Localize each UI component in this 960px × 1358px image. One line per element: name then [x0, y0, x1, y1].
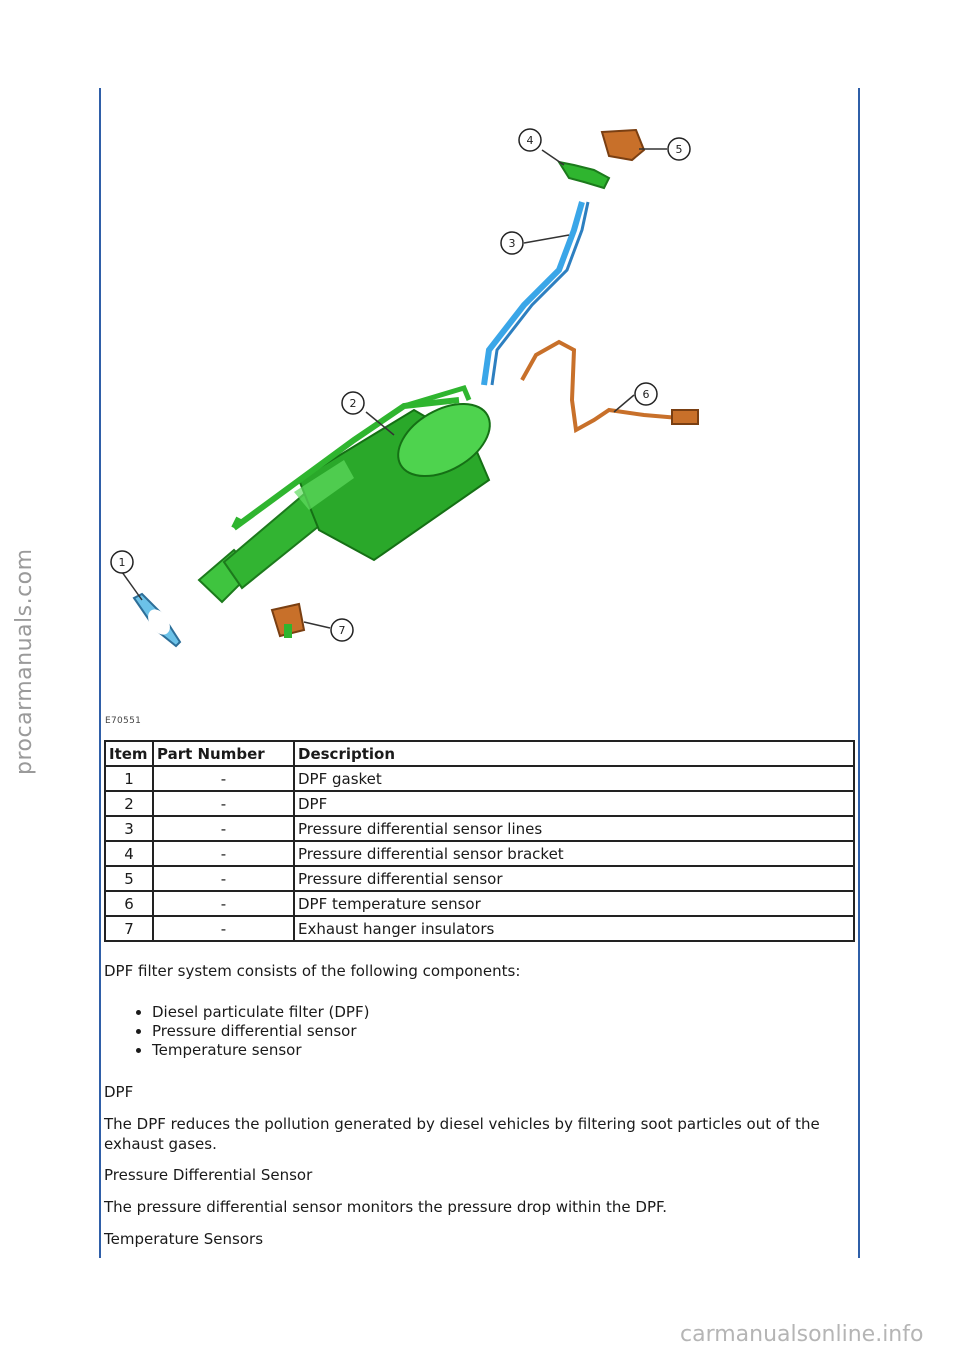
bottom-watermark: carmanualsonline.info — [680, 1322, 924, 1347]
item-cell: 5 — [105, 866, 153, 891]
table-row — [105, 791, 854, 816]
part-number-cell: - — [153, 841, 294, 866]
description-cell: Exhaust hanger insulators — [294, 916, 854, 941]
list-item: • Diesel particulate filter (DPF) — [152, 1003, 369, 1022]
part-number-cell: - — [153, 891, 294, 916]
callout-4 — [519, 129, 541, 151]
item-cell: 2 — [105, 791, 153, 816]
component-list — [104, 1003, 369, 1060]
description-cell: Pressure differential sensor bracket — [294, 841, 854, 866]
section-body-pressure-sensor: The pressure differential sensor monitors the pressure drop within the DPF. — [104, 1198, 667, 1216]
description-cell: Pressure differential sensor lines — [294, 816, 854, 841]
item-cell: 3 — [105, 816, 153, 841]
table-row — [105, 766, 854, 791]
side-watermark: procarmanuals.com — [12, 548, 37, 775]
description-cell: DPF — [294, 791, 854, 816]
table-row — [105, 866, 854, 891]
table-header-row — [105, 741, 854, 766]
part-number-cell: - — [153, 916, 294, 941]
section-heading-dpf: DPF — [104, 1083, 134, 1101]
callout-2 — [342, 392, 364, 414]
list-item: • Pressure differential sensor — [152, 1022, 369, 1041]
svg-text:5: 5 — [675, 143, 683, 156]
table-row — [105, 916, 854, 941]
svg-text:1: 1 — [118, 556, 126, 569]
item-cell: 1 — [105, 766, 153, 791]
table-row — [105, 816, 854, 841]
part-number-cell: - — [153, 766, 294, 791]
table-row — [105, 891, 854, 916]
callout-6 — [635, 383, 657, 405]
section-heading-temperature-sensors: Temperature Sensors — [104, 1230, 264, 1248]
svg-text:7: 7 — [338, 624, 346, 637]
description-cell: Pressure differential sensor — [294, 866, 854, 891]
temperature-sensor-part — [522, 342, 698, 430]
parts-table — [104, 740, 855, 942]
section-body-dpf: The DPF reduces the pollution generated by diesel vehicles by filtering soot particles out of the exhaust gases. — [104, 1115, 820, 1153]
gasket-part — [134, 594, 180, 646]
svg-text:3: 3 — [508, 237, 516, 250]
header-part-number: Part Number — [153, 741, 294, 766]
dpf-body-part — [199, 388, 502, 602]
table-row — [105, 841, 854, 866]
svg-text:6: 6 — [642, 388, 650, 401]
description-cell: DPF gasket — [294, 766, 854, 791]
left-border-line — [99, 88, 101, 1258]
callout-3 — [501, 232, 523, 254]
section-heading-pressure-sensor: Pressure Differential Sensor — [104, 1166, 313, 1184]
item-cell: 4 — [105, 841, 153, 866]
dpf-exploded-illustration — [104, 110, 854, 735]
part-number-cell: - — [153, 816, 294, 841]
svg-text:4: 4 — [526, 134, 534, 147]
right-border-line — [858, 88, 860, 1258]
figure-id-label: E70551 — [105, 716, 142, 726]
intro-text: DPF filter system consists of the following components: — [104, 962, 521, 980]
description-cell: DPF temperature sensor — [294, 891, 854, 916]
part-number-cell: - — [153, 866, 294, 891]
header-description: Description — [294, 741, 854, 766]
header-item: Item — [105, 741, 153, 766]
sensor-bracket-part — [559, 162, 609, 188]
callout-7 — [331, 619, 353, 641]
part-number-cell: - — [153, 791, 294, 816]
list-item: • Temperature sensor — [152, 1041, 369, 1060]
svg-text:2: 2 — [349, 397, 357, 410]
item-cell: 7 — [105, 916, 153, 941]
hanger-insulator-part — [272, 604, 304, 638]
callout-5 — [668, 138, 690, 160]
item-cell: 6 — [105, 891, 153, 916]
pressure-sensor-part — [602, 130, 644, 160]
callout-1 — [111, 551, 133, 573]
